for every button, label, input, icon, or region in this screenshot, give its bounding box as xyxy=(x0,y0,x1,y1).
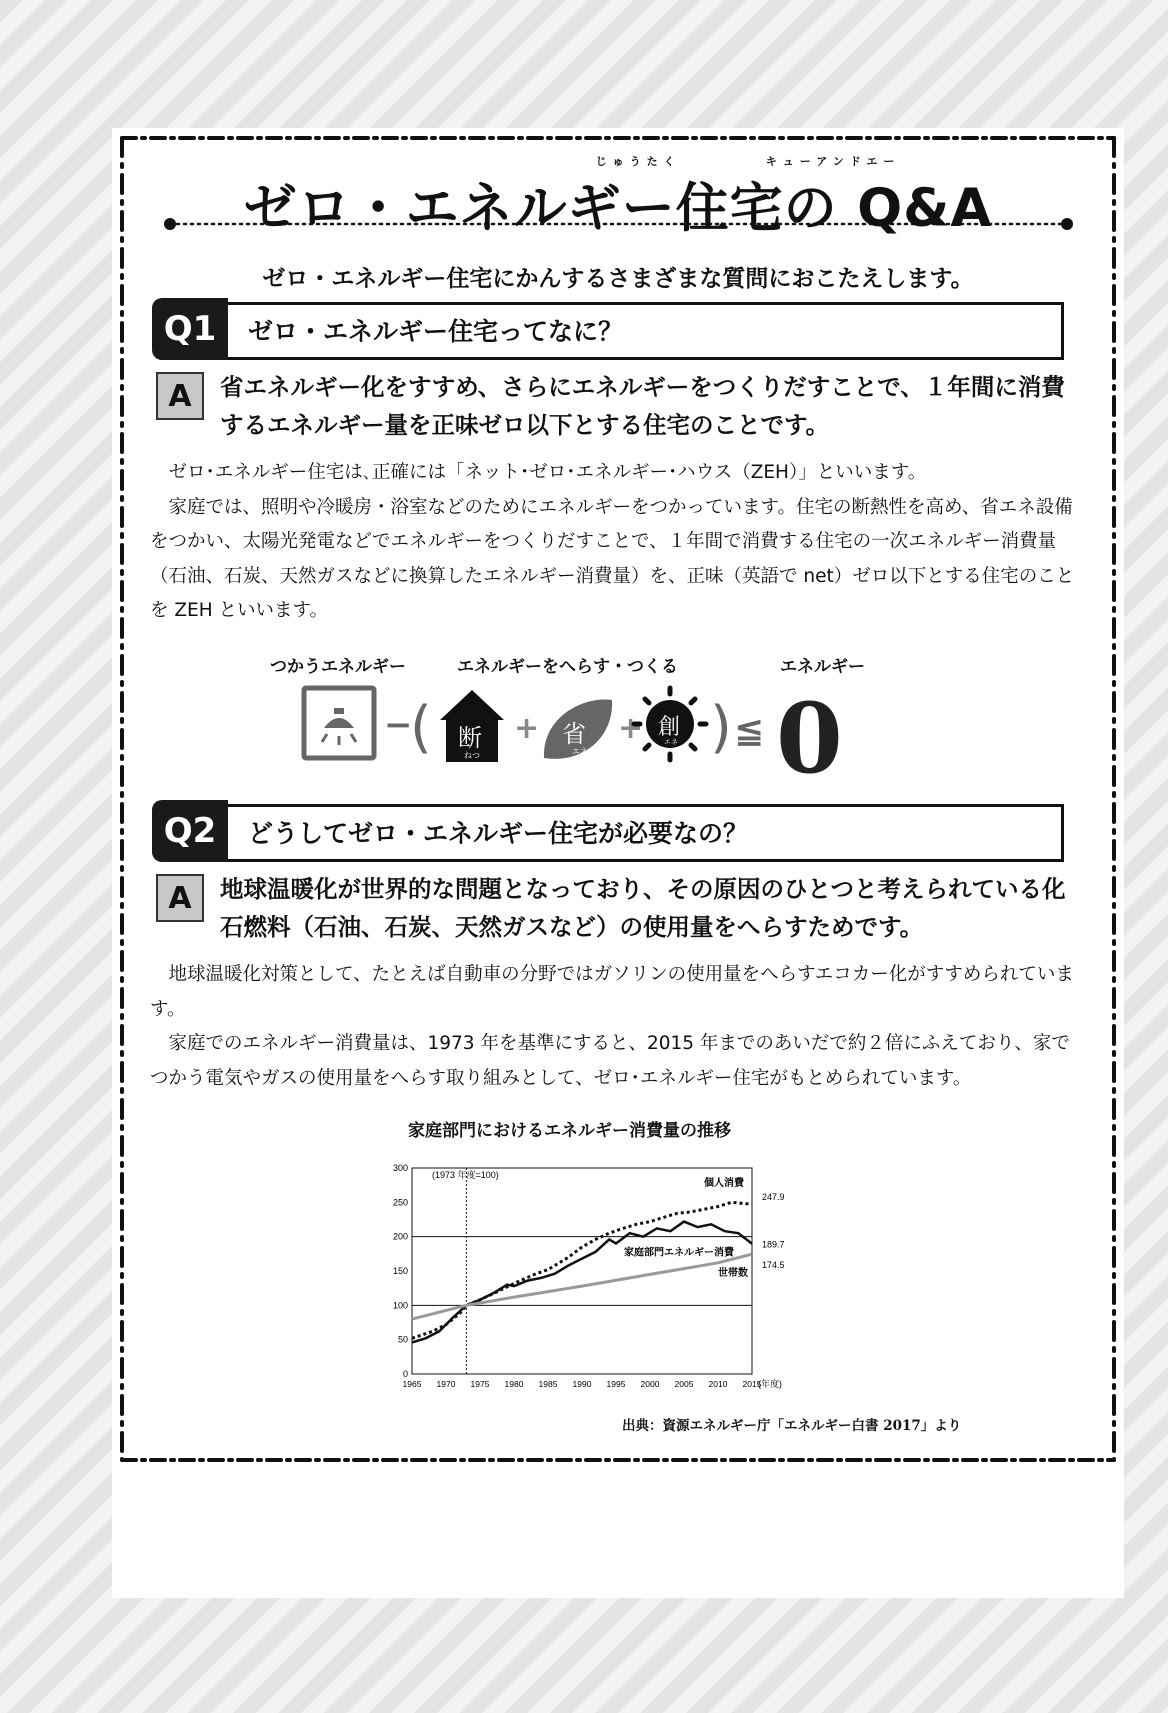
q2-badge: Q2 xyxy=(152,800,228,862)
x-tick-label: 1965 xyxy=(402,1379,422,1389)
q1-badge: Q1 xyxy=(152,298,228,360)
q1-body xyxy=(150,456,1080,629)
question-2 xyxy=(152,800,1064,862)
diagram-label-reduce: エネルギーをへらす・つくる xyxy=(457,657,678,677)
a2-text: 地球温暖化が世界的な問題となっており、その原因のひとつと考えられている化石燃料（石油、石炭、天然ガスなど）の使用量をへらすためです。 xyxy=(220,875,1066,941)
a1-text: 省エネルギー化をすすめ、さらにエネルギーをつくりだすことで、１年間に消費するエネルギー量を正味ゼロ以下とする住宅のことです。 xyxy=(220,373,1065,439)
y-tick-label: 250 xyxy=(392,1197,408,1208)
so-char: 創 xyxy=(658,715,681,740)
y-tick-label: 300 xyxy=(392,1163,408,1173)
diagram-label-energy: エネルギー xyxy=(780,657,865,677)
x-axis-label: (年度) xyxy=(758,1379,782,1389)
q2-body xyxy=(150,958,1080,1096)
chart-source: 出典：資源エネルギー庁「エネルギー白書 2017」より xyxy=(622,1418,962,1434)
sho-sub: エネ xyxy=(572,747,588,756)
x-tick-label: 1990 xyxy=(572,1379,592,1389)
x-tick-label: 2015 xyxy=(742,1379,762,1389)
series-end-label-3: 174.5 xyxy=(762,1260,785,1271)
chart-title: 家庭部門におけるエネルギー消費量の推移 xyxy=(408,1121,731,1141)
index-note: (1973 年度=100) xyxy=(432,1170,499,1180)
x-tick-label: 2000 xyxy=(640,1379,660,1389)
paren-close: ) xyxy=(710,695,732,760)
series-name-2: 家庭部門エネルギー消費 xyxy=(624,1247,734,1259)
y-tick-label: 100 xyxy=(392,1300,408,1311)
q1-body-para-1: ゼロ･エネルギー住宅は､正確には「ネット･ゼロ･エネルギー･ハウス（ZEH）」といいます。 xyxy=(168,462,927,483)
zero-mark: 0 xyxy=(776,682,843,788)
page-subtitle: ゼロ・エネルギー住宅にかんするさまざまな質問におこたえします。 xyxy=(262,266,974,292)
title-ruby-qa: キューアンドエー xyxy=(765,155,901,168)
x-tick-label: 2005 xyxy=(674,1379,694,1389)
a2-badge: A xyxy=(156,874,204,922)
so-sub: エネ xyxy=(664,738,678,746)
y-tick-label: 200 xyxy=(392,1231,408,1242)
y-tick-label: 50 xyxy=(397,1334,408,1345)
a1-badge: A xyxy=(156,372,204,420)
energy-consumption-chart xyxy=(372,1156,832,1406)
series-name-1: 個人消費 xyxy=(704,1177,744,1189)
x-tick-label: 1985 xyxy=(538,1379,558,1389)
y-tick-label: 0 xyxy=(402,1369,408,1379)
q2-body-para-1: 地球温暖化対策として、たとえば自動車の分野ではガソリンの使用量をへらすエコカー化がすすめられています。 xyxy=(150,964,1074,1020)
dan-sub: ねつ xyxy=(464,751,480,760)
paren-open: ( xyxy=(410,695,432,760)
diagram-label-use: つかうエネルギー xyxy=(270,657,406,677)
dan-char: 断 xyxy=(458,724,482,752)
minus-sign: − xyxy=(384,705,413,745)
page xyxy=(112,128,1124,1598)
plus-sign-2: + xyxy=(618,711,644,746)
plot-frame xyxy=(412,1168,752,1374)
question-1 xyxy=(152,298,1064,360)
page-title: ゼロ・エネルギー住宅の Q&A xyxy=(243,178,993,239)
plus-sign-1: + xyxy=(514,711,540,746)
series-line-2 xyxy=(412,1222,752,1343)
x-tick-label: 1995 xyxy=(606,1379,626,1389)
q2-text: どうしてゼロ・エネルギー住宅が必要なの？ xyxy=(248,819,749,848)
series-name-3: 世帯数 xyxy=(718,1268,748,1280)
series-end-label-1: 247.9 xyxy=(762,1191,785,1202)
series-line-1 xyxy=(412,1202,752,1338)
leq-sign: ≦ xyxy=(734,710,765,751)
q1-body-para-2: 家庭では、照明や冷暖房・浴室などのためにエネルギーをつかっています。住宅の断熱性を高め、省エネ設備をつかい、太陽光発電などでエネルギーをつくりだすことで、１年間で消費する住宅の一次エネルギー消費量（石油、石炭、天然ガスなどに換算したエネルギー消費量）を、正味（英語で net）ゼロ以下とする住宅のことを ZEH といいます。 xyxy=(150,496,1075,621)
x-tick-label: 2010 xyxy=(708,1379,728,1389)
q2-body-para-2: 家庭でのエネルギー消費量は、1973 年を基準にすると、2015 年までのあいだで約２倍にふえており、家でつかう電気やガスの使用量をへらす取り組みとして、ゼロ･エネルギー住宅がもとめられています。 xyxy=(150,1033,1070,1089)
title-ruby-jutaku: じゅうたく xyxy=(595,155,681,168)
zeh-diagram xyxy=(292,678,872,788)
series-end-label-2: 189.7 xyxy=(762,1239,785,1250)
x-tick-label: 1980 xyxy=(504,1379,524,1389)
q1-text: ゼロ・エネルギー住宅ってなに？ xyxy=(248,317,624,346)
x-tick-label: 1970 xyxy=(436,1379,456,1389)
x-tick-label: 1975 xyxy=(470,1379,490,1389)
y-tick-label: 150 xyxy=(392,1266,408,1276)
sho-char: 省 xyxy=(562,720,586,748)
